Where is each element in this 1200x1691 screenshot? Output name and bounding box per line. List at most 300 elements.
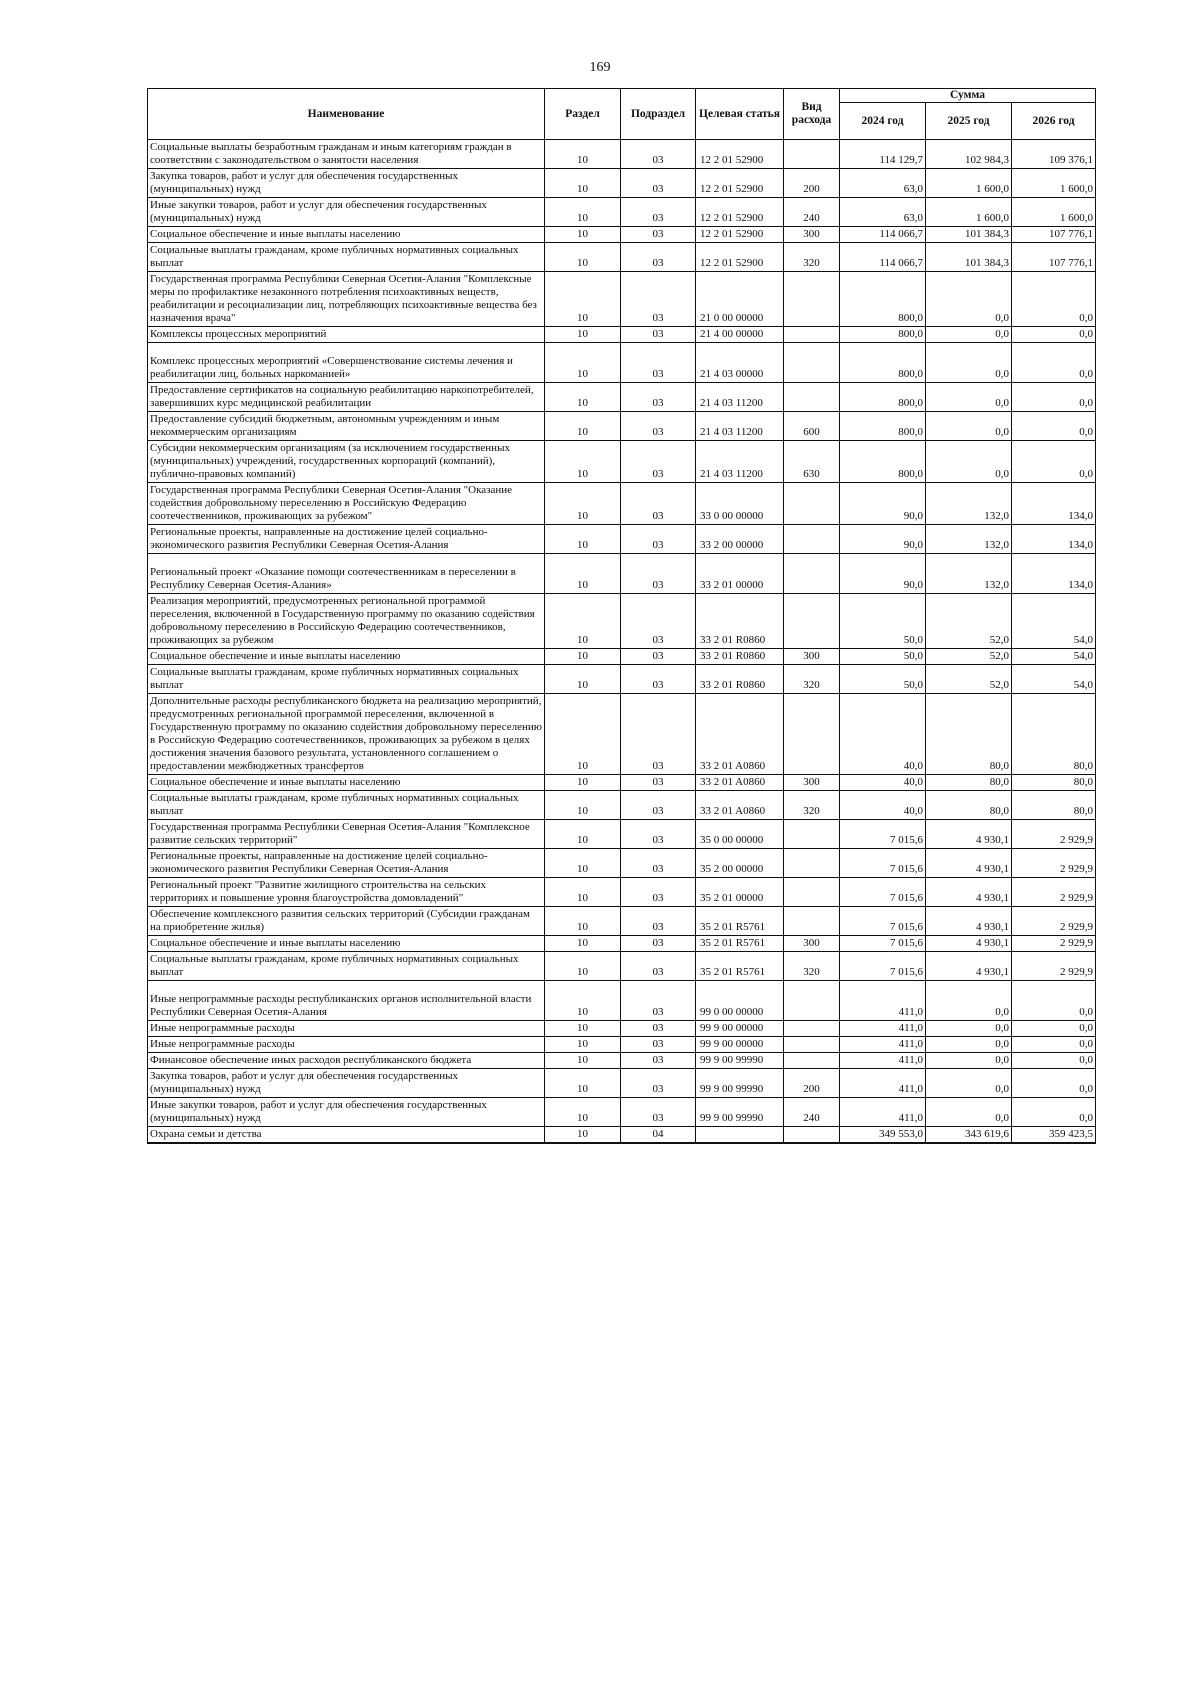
row-sum-2024: 7 015,6 — [840, 849, 926, 878]
row-target-article: 21 0 00 00000 — [696, 272, 784, 327]
row-name: Региональные проекты, направленные на достижение целей социально-экономического развития Республики Северная Осетия-Алания — [148, 525, 545, 554]
row-sum-2024: 50,0 — [840, 649, 926, 665]
row-sum-2025: 4 930,1 — [926, 952, 1012, 981]
row-name: Региональный проект "Развитие жилищного строительства на сельских территориях и повышение уровня благоустройства домовладений" — [148, 878, 545, 907]
row-target-article: 21 4 03 11200 — [696, 412, 784, 441]
row-expense-type: 300 — [784, 227, 840, 243]
row-sum-2025: 4 930,1 — [926, 936, 1012, 952]
row-name: Государственная программа Республики Северная Осетия-Алания "Комплексные меры по профилактике незаконного потребления психоактивных веществ, реабилитации и ресоциализации лиц, потребляющих психоактивные вещества без назначения врача" — [148, 272, 545, 327]
row-sum-2024: 800,0 — [840, 272, 926, 327]
row-sum-2025: 52,0 — [926, 649, 1012, 665]
row-sum-2024: 800,0 — [840, 343, 926, 383]
row-sum-2025: 0,0 — [926, 1098, 1012, 1127]
row-name: Социальные выплаты гражданам, кроме публичных нормативных социальных выплат — [148, 791, 545, 820]
row-expense-type: 320 — [784, 791, 840, 820]
row-razdel: 10 — [545, 849, 621, 878]
row-sum-2024: 800,0 — [840, 327, 926, 343]
table-row — [148, 936, 1096, 952]
row-sum-2025: 52,0 — [926, 665, 1012, 694]
row-target-article: 33 2 00 00000 — [696, 525, 784, 554]
row-podrazdel: 03 — [621, 820, 696, 849]
header-expense-type: Вид расхода — [784, 89, 840, 140]
row-expense-type: 320 — [784, 243, 840, 272]
row-sum-2026: 0,0 — [1012, 981, 1096, 1021]
row-podrazdel: 03 — [621, 441, 696, 483]
row-sum-2025: 0,0 — [926, 981, 1012, 1021]
row-sum-2026: 107 776,1 — [1012, 227, 1096, 243]
row-razdel: 10 — [545, 820, 621, 849]
row-sum-2024: 50,0 — [840, 594, 926, 649]
row-podrazdel: 03 — [621, 1069, 696, 1098]
row-expense-type: 320 — [784, 952, 840, 981]
row-sum-2024: 114 066,7 — [840, 227, 926, 243]
row-razdel: 10 — [545, 1021, 621, 1037]
row-sum-2024: 40,0 — [840, 775, 926, 791]
row-expense-type: 300 — [784, 775, 840, 791]
budget-table — [147, 88, 1096, 1144]
row-sum-2025: 0,0 — [926, 1053, 1012, 1069]
table-row — [148, 878, 1096, 907]
row-sum-2025: 101 384,3 — [926, 243, 1012, 272]
row-name: Социальное обеспечение и иные выплаты населению — [148, 227, 545, 243]
row-name: Социальное обеспечение и иные выплаты населению — [148, 649, 545, 665]
row-sum-2026: 0,0 — [1012, 327, 1096, 343]
row-name: Социальные выплаты безработным гражданам и иным категориям граждан в соответствии с законодательством о занятости населения — [148, 140, 545, 169]
row-sum-2024: 411,0 — [840, 1037, 926, 1053]
header-target-article: Целевая статья — [696, 89, 784, 140]
row-target-article: 21 4 03 00000 — [696, 343, 784, 383]
row-sum-2025: 80,0 — [926, 694, 1012, 775]
row-razdel: 10 — [545, 1069, 621, 1098]
table-row — [148, 649, 1096, 665]
table-row — [148, 1127, 1096, 1144]
row-target-article: 33 0 00 00000 — [696, 483, 784, 525]
row-razdel: 10 — [545, 878, 621, 907]
table-row — [148, 272, 1096, 327]
table-row — [148, 594, 1096, 649]
row-expense-type — [784, 878, 840, 907]
row-target-article: 33 2 01 A0860 — [696, 791, 784, 820]
row-expense-type — [784, 272, 840, 327]
row-expense-type: 240 — [784, 1098, 840, 1127]
row-razdel: 10 — [545, 169, 621, 198]
row-name: Государственная программа Республики Северная Осетия-Алания "Оказание содействия добровольному переселению в Российскую Федерацию соотечественников, проживающих за рубежом" — [148, 483, 545, 525]
row-sum-2026: 54,0 — [1012, 665, 1096, 694]
row-razdel: 10 — [545, 327, 621, 343]
row-name: Иные закупки товаров, работ и услуг для обеспечения государственных (муниципальных) нужд — [148, 198, 545, 227]
row-expense-type: 300 — [784, 649, 840, 665]
row-sum-2024: 411,0 — [840, 1053, 926, 1069]
row-target-article: 33 2 01 00000 — [696, 554, 784, 594]
row-target-article — [696, 1127, 784, 1144]
row-expense-type: 600 — [784, 412, 840, 441]
row-target-article: 12 2 01 52900 — [696, 198, 784, 227]
row-name: Комплекс процессных мероприятий «Совершенствование системы лечения и реабилитации лиц, больных наркоманией» — [148, 343, 545, 383]
row-expense-type: 630 — [784, 441, 840, 483]
table-row — [148, 227, 1096, 243]
row-name: Предоставление сертификатов на социальную реабилитацию наркопотребителей, завершивших курс медицинской реабилитации — [148, 383, 545, 412]
row-sum-2025: 132,0 — [926, 525, 1012, 554]
row-sum-2024: 800,0 — [840, 412, 926, 441]
row-name: Дополнительные расходы республиканского бюджета на реализацию мероприятий, предусмотренных региональной программой переселения, включенной в Государственную программу по оказанию содействия добровольному переселению в Российскую Федерацию соотечественников, проживающих за рубежом в целях достижения значения базового результата, установленного соглашением о предоставлении межбюджетных трансфертов — [148, 694, 545, 775]
page-number: 169 — [589, 60, 611, 75]
row-sum-2025: 4 930,1 — [926, 849, 1012, 878]
header-sum: Сумма — [840, 89, 1096, 103]
row-target-article: 99 9 00 99990 — [696, 1069, 784, 1098]
row-razdel: 10 — [545, 594, 621, 649]
row-podrazdel: 03 — [621, 1037, 696, 1053]
row-target-article: 35 0 00 00000 — [696, 820, 784, 849]
row-podrazdel: 03 — [621, 327, 696, 343]
row-sum-2026: 109 376,1 — [1012, 140, 1096, 169]
row-name: Предоставление субсидий бюджетным, автономным учреждениям и иным некоммерческим организациям — [148, 412, 545, 441]
row-sum-2025: 0,0 — [926, 1037, 1012, 1053]
row-expense-type — [784, 820, 840, 849]
row-razdel: 10 — [545, 1127, 621, 1144]
row-name: Государственная программа Республики Северная Осетия-Алания "Комплексное развитие сельских территорий" — [148, 820, 545, 849]
row-podrazdel: 03 — [621, 665, 696, 694]
header-2026: 2026 год — [1012, 103, 1096, 140]
row-target-article: 99 9 00 99990 — [696, 1098, 784, 1127]
row-sum-2025: 52,0 — [926, 594, 1012, 649]
table-row — [148, 775, 1096, 791]
row-expense-type — [784, 849, 840, 878]
row-podrazdel: 03 — [621, 775, 696, 791]
row-target-article: 33 2 01 A0860 — [696, 775, 784, 791]
table-row — [148, 1021, 1096, 1037]
row-name: Социальные выплаты гражданам, кроме публичных нормативных социальных выплат — [148, 665, 545, 694]
table-row — [148, 1053, 1096, 1069]
row-podrazdel: 03 — [621, 907, 696, 936]
row-sum-2026: 134,0 — [1012, 554, 1096, 594]
row-sum-2026: 2 929,9 — [1012, 907, 1096, 936]
row-target-article: 12 2 01 52900 — [696, 140, 784, 169]
row-razdel: 10 — [545, 665, 621, 694]
row-podrazdel: 03 — [621, 483, 696, 525]
row-sum-2025: 80,0 — [926, 775, 1012, 791]
row-sum-2025: 0,0 — [926, 343, 1012, 383]
row-sum-2025: 1 600,0 — [926, 169, 1012, 198]
row-podrazdel: 03 — [621, 272, 696, 327]
row-target-article: 33 2 01 R0860 — [696, 649, 784, 665]
row-sum-2024: 114 129,7 — [840, 140, 926, 169]
row-target-article: 21 4 03 11200 — [696, 383, 784, 412]
row-razdel: 10 — [545, 525, 621, 554]
row-sum-2026: 2 929,9 — [1012, 936, 1096, 952]
row-sum-2024: 63,0 — [840, 198, 926, 227]
row-sum-2025: 0,0 — [926, 412, 1012, 441]
row-razdel: 10 — [545, 412, 621, 441]
row-sum-2024: 7 015,6 — [840, 878, 926, 907]
row-sum-2026: 1 600,0 — [1012, 169, 1096, 198]
row-sum-2026: 80,0 — [1012, 775, 1096, 791]
row-target-article: 12 2 01 52900 — [696, 169, 784, 198]
row-target-article: 35 2 00 00000 — [696, 849, 784, 878]
row-target-article: 12 2 01 52900 — [696, 227, 784, 243]
table-row — [148, 243, 1096, 272]
table-row — [148, 665, 1096, 694]
table-row — [148, 1069, 1096, 1098]
row-name: Комплексы процессных мероприятий — [148, 327, 545, 343]
row-razdel: 10 — [545, 775, 621, 791]
row-podrazdel: 03 — [621, 878, 696, 907]
row-razdel: 10 — [545, 198, 621, 227]
row-razdel: 10 — [545, 1098, 621, 1127]
row-podrazdel: 03 — [621, 1021, 696, 1037]
row-sum-2026: 2 929,9 — [1012, 878, 1096, 907]
row-podrazdel: 03 — [621, 198, 696, 227]
row-sum-2025: 4 930,1 — [926, 878, 1012, 907]
table-row — [148, 907, 1096, 936]
row-razdel: 10 — [545, 907, 621, 936]
table-row — [148, 849, 1096, 878]
row-target-article: 21 4 03 11200 — [696, 441, 784, 483]
row-sum-2026: 0,0 — [1012, 1069, 1096, 1098]
row-sum-2024: 7 015,6 — [840, 952, 926, 981]
row-podrazdel: 03 — [621, 343, 696, 383]
row-expense-type — [784, 327, 840, 343]
row-sum-2026: 0,0 — [1012, 383, 1096, 412]
row-sum-2026: 134,0 — [1012, 525, 1096, 554]
row-target-article: 33 2 01 A0860 — [696, 694, 784, 775]
table-row — [148, 483, 1096, 525]
row-sum-2025: 0,0 — [926, 272, 1012, 327]
row-sum-2024: 411,0 — [840, 1021, 926, 1037]
row-sum-2026: 1 600,0 — [1012, 198, 1096, 227]
row-sum-2026: 0,0 — [1012, 343, 1096, 383]
row-podrazdel: 03 — [621, 243, 696, 272]
header-podrazdel: Подраздел — [621, 89, 696, 140]
row-sum-2024: 50,0 — [840, 665, 926, 694]
table-row — [148, 441, 1096, 483]
row-podrazdel: 03 — [621, 936, 696, 952]
row-razdel: 10 — [545, 483, 621, 525]
row-target-article: 35 2 01 R5761 — [696, 936, 784, 952]
row-name: Реализация мероприятий, предусмотренных региональной программой переселения, включенной в Государственную программу по оказанию содействия добровольному переселению в Российскую Федерацию соотечественников, проживающих за рубежом — [148, 594, 545, 649]
row-target-article: 35 2 01 00000 — [696, 878, 784, 907]
row-razdel: 10 — [545, 243, 621, 272]
row-expense-type — [784, 383, 840, 412]
row-sum-2024: 7 015,6 — [840, 820, 926, 849]
row-razdel: 10 — [545, 936, 621, 952]
row-sum-2026: 0,0 — [1012, 1098, 1096, 1127]
row-name: Охрана семьи и детства — [148, 1127, 545, 1144]
row-name: Иные непрограммные расходы — [148, 1037, 545, 1053]
row-name: Региональный проект «Оказание помощи соотечественникам в переселении в Республику Северная Осетия-Алания» — [148, 554, 545, 594]
table-row — [148, 343, 1096, 383]
row-expense-type: 200 — [784, 169, 840, 198]
row-sum-2026: 2 929,9 — [1012, 849, 1096, 878]
row-expense-type: 320 — [784, 665, 840, 694]
row-sum-2025: 0,0 — [926, 327, 1012, 343]
row-name: Закупка товаров, работ и услуг для обеспечения государственных (муниципальных) нужд — [148, 1069, 545, 1098]
row-razdel: 10 — [545, 441, 621, 483]
header-2024: 2024 год — [840, 103, 926, 140]
row-podrazdel: 03 — [621, 169, 696, 198]
table-row — [148, 327, 1096, 343]
row-expense-type: 200 — [784, 1069, 840, 1098]
row-sum-2026: 0,0 — [1012, 1037, 1096, 1053]
row-expense-type — [784, 140, 840, 169]
table-row — [148, 554, 1096, 594]
header-2025: 2025 год — [926, 103, 1012, 140]
row-expense-type — [784, 1037, 840, 1053]
table-row — [148, 525, 1096, 554]
row-sum-2025: 132,0 — [926, 483, 1012, 525]
row-target-article: 99 0 00 00000 — [696, 981, 784, 1021]
row-expense-type — [784, 483, 840, 525]
row-expense-type: 300 — [784, 936, 840, 952]
row-podrazdel: 03 — [621, 140, 696, 169]
table-row — [148, 952, 1096, 981]
row-target-article: 21 4 00 00000 — [696, 327, 784, 343]
row-razdel: 10 — [545, 227, 621, 243]
row-target-article: 33 2 01 R0860 — [696, 665, 784, 694]
row-sum-2026: 0,0 — [1012, 412, 1096, 441]
header-razdel: Раздел — [545, 89, 621, 140]
row-expense-type — [784, 1021, 840, 1037]
row-sum-2024: 90,0 — [840, 525, 926, 554]
row-razdel: 10 — [545, 649, 621, 665]
row-sum-2026: 359 423,5 — [1012, 1127, 1096, 1144]
row-sum-2024: 349 553,0 — [840, 1127, 926, 1144]
row-sum-2024: 7 015,6 — [840, 907, 926, 936]
row-sum-2025: 4 930,1 — [926, 907, 1012, 936]
row-razdel: 10 — [545, 981, 621, 1021]
row-sum-2024: 800,0 — [840, 441, 926, 483]
row-razdel: 10 — [545, 140, 621, 169]
row-sum-2025: 0,0 — [926, 1021, 1012, 1037]
row-name: Социальное обеспечение и иные выплаты населению — [148, 775, 545, 791]
row-sum-2024: 411,0 — [840, 1069, 926, 1098]
row-sum-2026: 80,0 — [1012, 694, 1096, 775]
row-podrazdel: 03 — [621, 383, 696, 412]
row-target-article: 33 2 01 R0860 — [696, 594, 784, 649]
row-sum-2026: 134,0 — [1012, 483, 1096, 525]
row-razdel: 10 — [545, 952, 621, 981]
row-name: Финансовое обеспечение иных расходов республиканского бюджета — [148, 1053, 545, 1069]
header-name: Наименование — [148, 89, 545, 140]
row-sum-2025: 343 619,6 — [926, 1127, 1012, 1144]
row-expense-type — [784, 1127, 840, 1144]
row-sum-2024: 411,0 — [840, 981, 926, 1021]
row-razdel: 10 — [545, 1037, 621, 1053]
row-expense-type — [784, 594, 840, 649]
row-razdel: 10 — [545, 272, 621, 327]
table-row — [148, 412, 1096, 441]
row-expense-type — [784, 694, 840, 775]
row-sum-2024: 114 066,7 — [840, 243, 926, 272]
table-row — [148, 1037, 1096, 1053]
table-row — [148, 169, 1096, 198]
row-expense-type — [784, 981, 840, 1021]
row-sum-2026: 0,0 — [1012, 272, 1096, 327]
row-sum-2024: 40,0 — [840, 791, 926, 820]
row-podrazdel: 03 — [621, 227, 696, 243]
row-sum-2026: 107 776,1 — [1012, 243, 1096, 272]
row-expense-type — [784, 907, 840, 936]
table-row — [148, 1098, 1096, 1127]
table-row — [148, 694, 1096, 775]
row-sum-2024: 90,0 — [840, 483, 926, 525]
row-name: Социальное обеспечение и иные выплаты населению — [148, 936, 545, 952]
row-sum-2025: 132,0 — [926, 554, 1012, 594]
row-sum-2024: 411,0 — [840, 1098, 926, 1127]
row-podrazdel: 03 — [621, 594, 696, 649]
row-podrazdel: 03 — [621, 525, 696, 554]
row-expense-type — [784, 525, 840, 554]
row-podrazdel: 03 — [621, 694, 696, 775]
row-razdel: 10 — [545, 383, 621, 412]
row-target-article: 99 9 00 99990 — [696, 1053, 784, 1069]
row-name: Субсидии некоммерческим организациям (за исключением государственных (муниципальных) учреждений, государственных корпораций (компаний), публично-правовых компаний) — [148, 441, 545, 483]
row-target-article: 12 2 01 52900 — [696, 243, 784, 272]
row-podrazdel: 03 — [621, 981, 696, 1021]
row-sum-2026: 0,0 — [1012, 441, 1096, 483]
row-name: Социальные выплаты гражданам, кроме публичных нормативных социальных выплат — [148, 952, 545, 981]
row-sum-2026: 0,0 — [1012, 1053, 1096, 1069]
row-sum-2026: 80,0 — [1012, 791, 1096, 820]
row-sum-2025: 4 930,1 — [926, 820, 1012, 849]
row-name: Иные закупки товаров, работ и услуг для обеспечения государственных (муниципальных) нужд — [148, 1098, 545, 1127]
row-sum-2024: 7 015,6 — [840, 936, 926, 952]
row-sum-2025: 0,0 — [926, 383, 1012, 412]
row-sum-2025: 101 384,3 — [926, 227, 1012, 243]
row-sum-2026: 54,0 — [1012, 649, 1096, 665]
row-target-article: 35 2 01 R5761 — [696, 907, 784, 936]
row-podrazdel: 03 — [621, 791, 696, 820]
row-target-article: 99 9 00 00000 — [696, 1021, 784, 1037]
row-expense-type — [784, 1053, 840, 1069]
row-podrazdel: 03 — [621, 952, 696, 981]
row-sum-2025: 80,0 — [926, 791, 1012, 820]
row-razdel: 10 — [545, 343, 621, 383]
row-target-article: 35 2 01 R5761 — [696, 952, 784, 981]
row-sum-2024: 63,0 — [840, 169, 926, 198]
row-razdel: 10 — [545, 1053, 621, 1069]
row-podrazdel: 03 — [621, 1053, 696, 1069]
row-sum-2024: 90,0 — [840, 554, 926, 594]
row-expense-type: 240 — [784, 198, 840, 227]
row-podrazdel: 03 — [621, 849, 696, 878]
row-target-article: 99 9 00 00000 — [696, 1037, 784, 1053]
row-name: Региональные проекты, направленные на достижение целей социально-экономического развития Республики Северная Осетия-Алания — [148, 849, 545, 878]
row-podrazdel: 04 — [621, 1127, 696, 1144]
table-row — [148, 820, 1096, 849]
row-podrazdel: 03 — [621, 1098, 696, 1127]
table-row — [148, 140, 1096, 169]
row-razdel: 10 — [545, 791, 621, 820]
row-sum-2025: 102 984,3 — [926, 140, 1012, 169]
table-row — [148, 383, 1096, 412]
row-sum-2026: 2 929,9 — [1012, 820, 1096, 849]
row-name: Закупка товаров, работ и услуг для обеспечения государственных (муниципальных) нужд — [148, 169, 545, 198]
row-expense-type — [784, 343, 840, 383]
row-razdel: 10 — [545, 554, 621, 594]
row-podrazdel: 03 — [621, 412, 696, 441]
row-sum-2026: 54,0 — [1012, 594, 1096, 649]
row-name: Иные непрограммные расходы — [148, 1021, 545, 1037]
table-header — [148, 89, 1096, 140]
table-row — [148, 198, 1096, 227]
table-body — [148, 140, 1096, 1144]
row-podrazdel: 03 — [621, 649, 696, 665]
row-sum-2026: 0,0 — [1012, 1021, 1096, 1037]
row-razdel: 10 — [545, 694, 621, 775]
row-name: Обеспечение комплексного развития сельских территорий (Субсидии гражданам на приобретение жилья) — [148, 907, 545, 936]
row-sum-2025: 0,0 — [926, 441, 1012, 483]
row-podrazdel: 03 — [621, 554, 696, 594]
